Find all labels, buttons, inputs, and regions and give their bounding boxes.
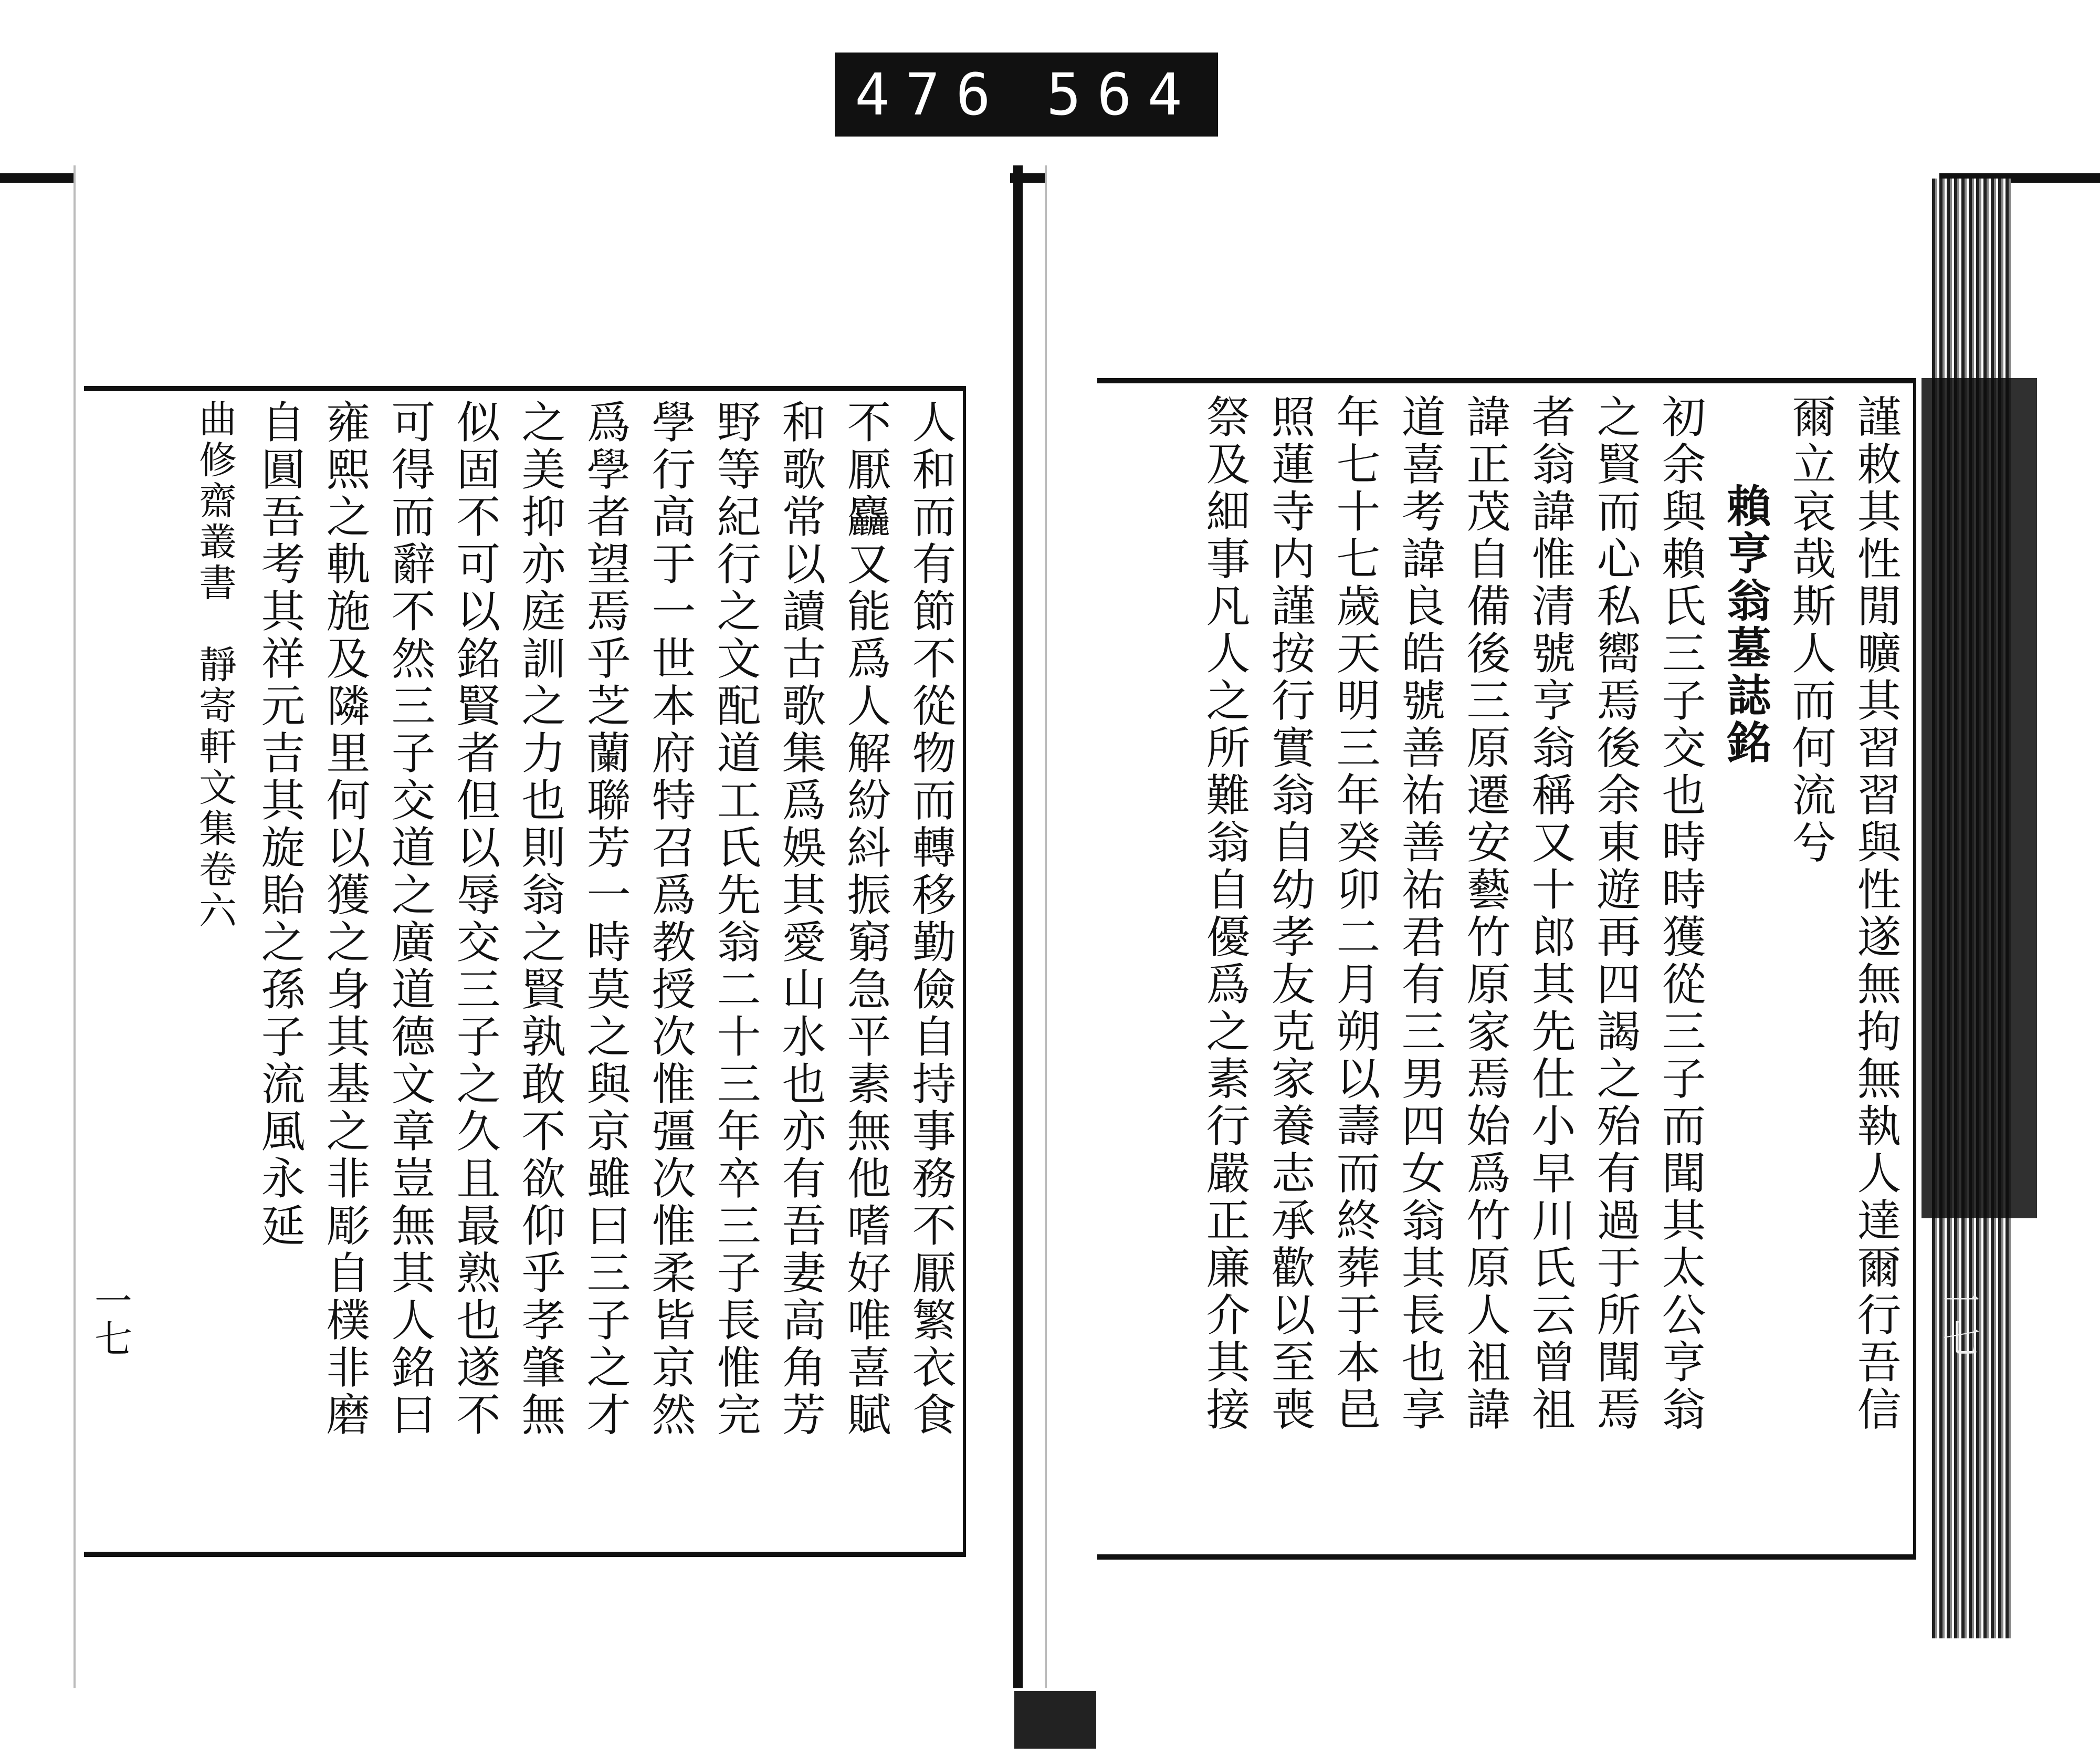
right-folio-number: 一七: [1936, 1281, 1980, 1357]
margin-title: 曲修齋叢書 靜寄軒文集卷六: [193, 399, 237, 932]
text-column: 者翁諱惟清號亨翁稱又十郎其先仕小早川氏云曾祖: [1525, 394, 1576, 1434]
spine-bottom-shadow: [987, 1691, 1124, 1749]
text-column: 自圓吾考其祥元吉其旋貽之孫子流風永延: [254, 399, 306, 1250]
text-column: 和歌常以讀古歌集爲娛其愛山水也亦有吾妻高角芳: [775, 399, 826, 1439]
text-column: 謹敕其性閒曠其習習與性遂無拘無執人達爾行吾信: [1850, 394, 1902, 1434]
page-edge-blot: [1922, 378, 2037, 1218]
left-folio-number: 一七: [88, 1281, 132, 1357]
text-column: 學行高于一世本府特召爲教授次惟彊次惟柔皆京然: [645, 399, 696, 1439]
text-column: 人和而有節不從物而轉移勤儉自持事務不厭繁衣食: [905, 399, 957, 1439]
text-column: 之美抑亦庭訓之力也則翁之賢孰敢不欲仰乎孝肇無: [514, 399, 566, 1439]
text-column: 祭及細事凡人之所難翁自優爲之素行嚴正廉介其接: [1199, 394, 1251, 1434]
catalog-number-left: 476: [855, 61, 1006, 128]
text-column: 之賢而心私嚮焉後余東遊再四謁之殆有過于所聞焉: [1590, 394, 1641, 1434]
text-column: 初余與賴氏三子交也時時獲從三子而聞其太公亨翁: [1655, 394, 1706, 1434]
text-column: 不厭麤又能爲人解紛紏振窮急平素無他嗜好唯喜賦: [840, 399, 891, 1439]
right-frame-right-line: [1913, 383, 1916, 1554]
right-page-text: [1105, 394, 1908, 1544]
catalog-label: [835, 53, 1218, 137]
left-page-text: [92, 399, 963, 1539]
text-column: 雍熙之軌施及隣里何以獲之身其基之非彫自樸非磨: [319, 399, 371, 1439]
text-column: 野等紀行之文配道工氏先翁二十三年卒三子長惟完: [710, 399, 761, 1439]
text-column: 似固不可以銘賢者但以辱交三子之久且最熟也遂不: [449, 399, 501, 1439]
book-spine: [1013, 165, 1023, 1688]
text-column: 諱正茂自備後三原遷安藝竹原家焉始爲竹原人祖諱: [1460, 394, 1511, 1434]
text-column: 道喜考諱良皓號善祐善祐君有三男四女翁其長也享: [1394, 394, 1446, 1434]
text-column: 爾立哀哉斯人而何流兮: [1785, 394, 1836, 866]
text-column: 可得而辭不然三子交道之廣道德文章豈無其人銘曰: [384, 399, 436, 1439]
catalog-number-right: 564: [1046, 61, 1198, 128]
text-column: 年七十七歲天明三年癸卯二月朔以壽而終葬于本邑: [1329, 394, 1381, 1434]
text-column: 照蓮寺内謹按行實翁自幼孝友克家養志承歡以至喪: [1264, 394, 1316, 1434]
section-heading: 賴亨翁墓誌銘: [1720, 483, 1772, 767]
text-column: 爲學者望焉乎芝蘭聯芳一時莫之與京雖曰三子之才: [580, 399, 631, 1439]
